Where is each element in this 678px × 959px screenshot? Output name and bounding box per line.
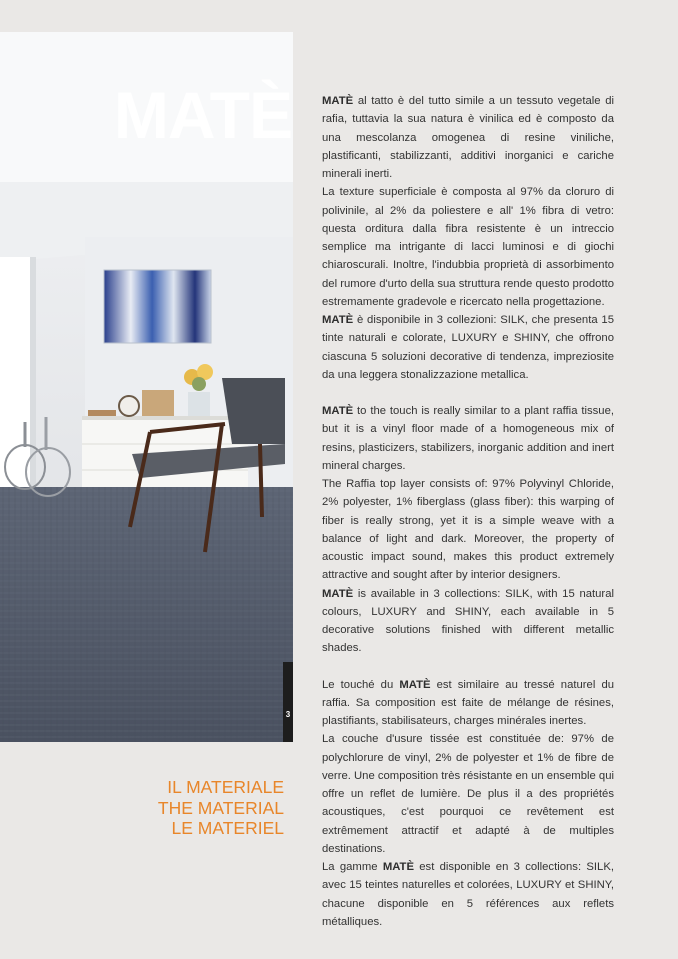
brand-mention: MATÈ	[322, 314, 354, 326]
english-paragraph-2: The Raffia top layer consists of: 97% Polyvinyl Chloride, 2% polyester, 1% fiberglass (glass fiber): this warping of fiber is really strong, yet it is a simple weave with a balance of light and dark. Moreover, the property of acoustic impact sound, makes this product extremely attractive and sought after by interior designers.	[322, 478, 614, 582]
italian-paragraph-3: MATÈ è disponibile in 3 collezioni: SILK, che presenta 15 tinte naturali e colorate, LUXURY e SHINY, che offrono ciascuna 5 soluzioni decorative di tendenza, impreziosite da una leggera stonalizzazione metallica.	[322, 314, 614, 381]
text-column	[322, 92, 614, 931]
english-paragraph-1: MATÈ to the touch is really similar to a plant raffia tissue, but it is a vinyl floor made of a homogeneous mix of resins, plasticizers, stabilizers, inorganic addition and inert mineral charges.	[322, 405, 614, 472]
brand-mention: MATÈ	[322, 405, 354, 417]
page-number-tab	[283, 662, 293, 742]
french-paragraph-1: Le touché du MATÈ est similaire au tressé naturel du raffia. Sa composition est faite de mélange de résines, plastifiants, stabilisateurs, charges minérales inertes.	[322, 678, 615, 727]
french-paragraph-2: La couche d'usure tissée est constituée de: 97% de polychlorure de vinyl, 2% de polyester et 1% de fibre de verre. Une composition très résistante en un ensemble qui offre un reflet de lumière. De plus il a des propriétés acoustiques, c'est pourquoi ce revêtement est extrêmement attractif et adapté à de multiples destinations.	[322, 733, 614, 855]
brand-mention: MATÈ	[382, 861, 414, 873]
italian-paragraph-1: MATÈ al tatto è del tutto simile a un tessuto vegetale di rafia, tuttavia la sua natura è vinilica ed è composto da una mescolanza omogenea di resine viniliche, plastificanti, stabilizzanti, additivi inorganici e cariche minerali inerti.	[322, 95, 614, 180]
heading-english: THE MATERIAL	[157, 797, 284, 818]
brand-title: MATÈ	[113, 78, 292, 152]
french-paragraph-3: La gamme MATÈ est disponible en 3 collections: SILK, avec 15 teintes naturelles et colorées, LUXURY et SHINY, chacune disponible en 5 références aux reflets métalliques.	[322, 861, 615, 928]
brand-mention: MATÈ	[322, 587, 354, 600]
brand-mention: MATÈ	[399, 678, 431, 691]
brand-mention: MATÈ	[322, 95, 354, 107]
english-paragraph-3: MATÈ is available in 3 collections: SILK, with 15 natural colours, LUXURY and SHINY, each available in 5 decorative solutions finished with different metallic shades.	[322, 587, 614, 655]
italian-paragraph-2: La texture superficiale è composta al 97% da cloruro di polivinile, al 2% da poliestere e all' 1% fibra di vetro: questa orditura dalla fibra resistente è un intreccio semplice ma intrigante di lacci luminosi e di giochi chiaroscurali. Inoltre, l'indubbia proprietà di assorbimento del rumore d'urto della sua struttura rende questo prodotto estremamente gradevole e ricercato nella progettazione.	[322, 186, 614, 308]
section-heading	[120, 777, 284, 839]
heading-french: LE MATERIEL	[171, 818, 284, 838]
page-number: 3	[285, 710, 291, 719]
heading-italian: IL MATERIALE	[167, 777, 284, 797]
